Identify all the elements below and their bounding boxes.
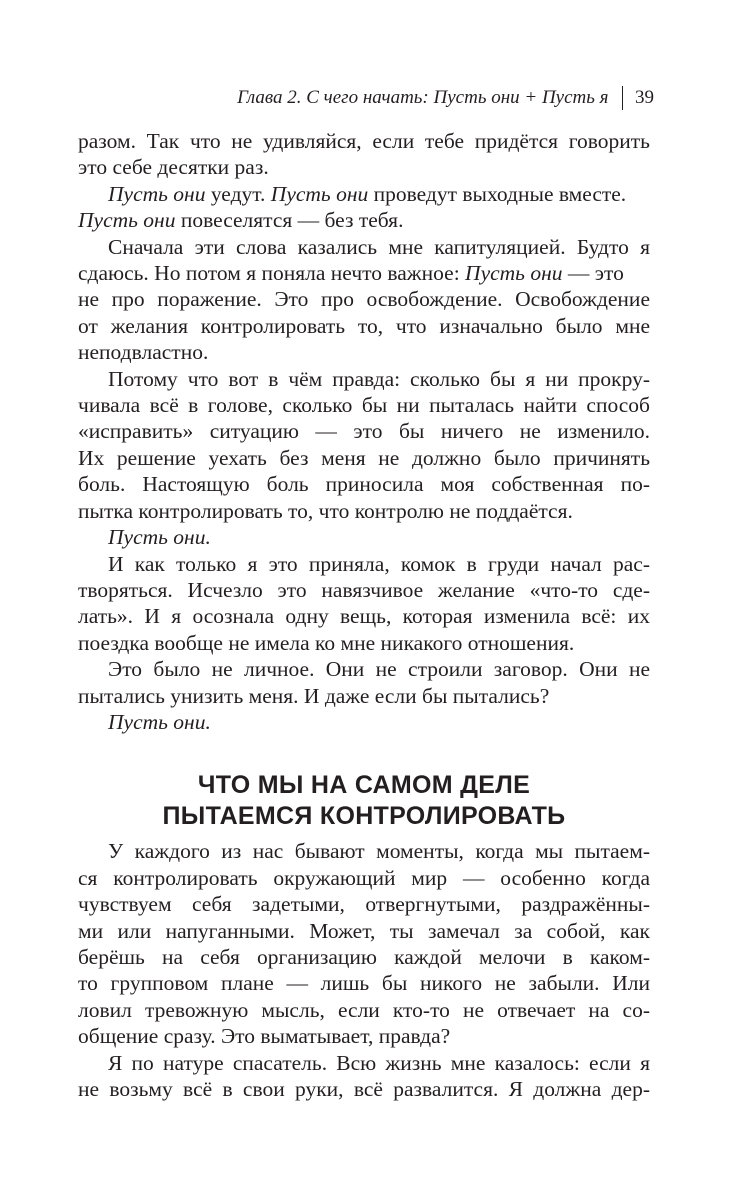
text-line: от желания контролировать то, что изначально было мне	[78, 313, 650, 338]
chapter-title: Глава 2. С чего начать: Пусть они + Пусть я	[237, 87, 609, 108]
running-head-divider	[622, 86, 624, 110]
text-line: И как только я это приняла, комок в груди начал рас-	[108, 551, 650, 576]
text-line: неподвластно.	[78, 340, 209, 365]
emphasis: Пусть они	[78, 208, 176, 233]
text-line: «исправить» ситуацию — это бы ничего не изменило.	[78, 419, 650, 444]
text-line: боль. Настоящую боль приносила моя собственная по-	[78, 472, 650, 497]
section-heading-line: ПЫТАЕМСЯ КОНТРОЛИРОВАТЬ	[162, 802, 566, 831]
text-line: это себе десятки раз.	[78, 155, 269, 180]
text-line: У каждого из нас бывают моменты, когда мы пытаем-	[108, 839, 650, 864]
text-line: не про поражение. Это про освобождение. Освобождение	[78, 287, 650, 312]
section-heading-line: ЧТО МЫ НА САМОМ ДЕЛЕ	[197, 771, 531, 800]
text-line: берёшь на себя организацию каждой мелочи в каком-	[78, 944, 650, 969]
page-number: 39	[635, 87, 654, 108]
text-line: ми или напуганными. Может, ты замечал за собой, как	[78, 918, 650, 943]
text-line: разом. Так что не удивляйся, если тебе придётся говорить	[78, 129, 650, 153]
text-line: ся контролировать окружающий мир — особенно когда	[78, 865, 650, 890]
text-line: Сначала эти слова казались мне капитуляцией. Будто я	[108, 234, 650, 259]
text-line: то групповом плане — лишь бы никого не забыли. Или	[78, 971, 650, 996]
text-line: Я по натуре спасатель. Всю жизнь мне казалось: если я	[108, 1050, 650, 1075]
text-line: Потому что вот в чём правда: сколько бы я ни прокру-	[108, 366, 650, 391]
text-fragment: — это	[562, 261, 624, 286]
text-line	[78, 260, 650, 286]
text-line: пытались унизить меня. И даже если бы пытались?	[78, 683, 550, 708]
text-line	[78, 524, 650, 550]
running-head	[237, 86, 654, 110]
text-line: Их решение уехать без меня не должно было причинять	[78, 445, 650, 470]
text-line	[78, 207, 650, 233]
emphasis: Пусть они	[270, 181, 369, 206]
text-fragment: повеселятся — без тебя.	[175, 208, 404, 233]
text-line: поездка вообще не имела ко мне никакого отношения.	[78, 630, 575, 655]
emphasis: Пусть они	[465, 261, 563, 286]
emphasis: Пусть они.	[108, 525, 211, 550]
text-line: пытка контролировать то, что контролю не поддаётся.	[78, 498, 573, 523]
text-line: общение сразу. Это выматывает, правда?	[78, 1024, 451, 1049]
text-fragment: проведут выходные вместе.	[368, 181, 627, 206]
text-line: чивала всё в голове, сколько бы ни пыталась найти способ	[78, 393, 650, 418]
text-line: ловил тревожную мысль, если кто-то не отвечает на со-	[78, 997, 650, 1022]
text-line: творяться. Исчезло это навязчивое желание «что-то сде-	[78, 577, 650, 602]
text-fragment: сдаюсь. Но потом я поняла нечто важное:	[78, 261, 466, 286]
text-line: лать». И я осознала одну вещь, которая изменила всё: их	[78, 604, 650, 629]
emphasis: Пусть они	[108, 181, 206, 206]
text-line	[78, 709, 650, 735]
section-heading	[78, 770, 650, 832]
text-line	[78, 181, 650, 207]
text-line: чувствуем себя задетыми, отвергнутыми, раздражённы-	[78, 892, 650, 917]
text-fragment: уедут.	[205, 181, 271, 206]
text-line: не возьму всё в свои руки, всё развалится. Я должна дер-	[78, 1077, 650, 1101]
section-spacer	[78, 735, 650, 770]
emphasis: Пусть они.	[108, 709, 211, 734]
page-body	[78, 128, 650, 1102]
text-line: Это было не личное. Они не строили заговор. Они не	[108, 657, 650, 682]
